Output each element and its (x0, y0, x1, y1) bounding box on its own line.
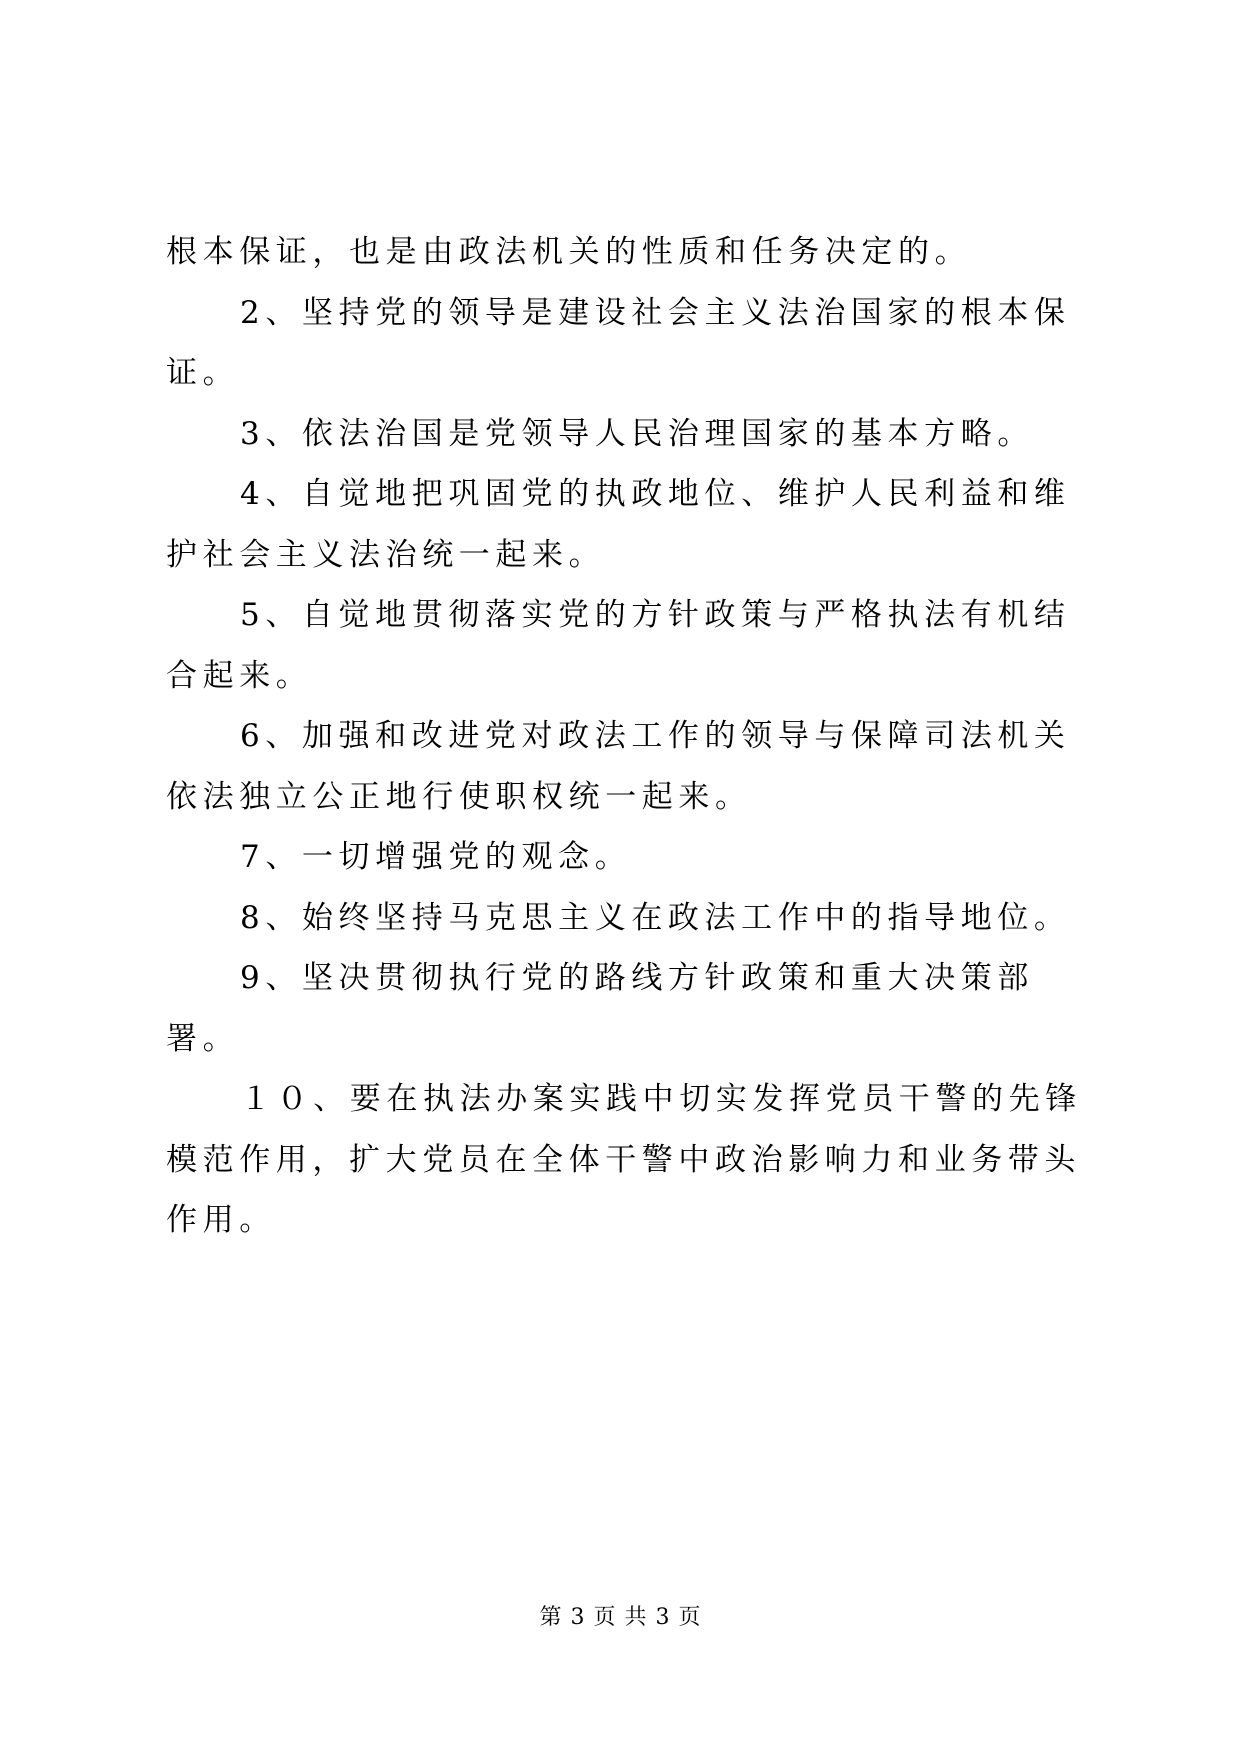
list-item-9: 9、坚决贯彻执行党的路线方针政策和重大决策部署。 (166, 960, 1034, 1057)
list-item-10: １０、要在执法办案实践中切实发挥党员干警的先锋模范作用，扩大党员在全体干警中政治影响力和业务带头作用。 (166, 1081, 1082, 1238)
list-item-3: 3、依法治国是党领导人民治理国家的基本方略。 (240, 415, 1034, 452)
document-body (166, 222, 1086, 1251)
page-number-footer: 第 3 页 共 3 页 (539, 1605, 702, 1630)
paragraph-continuation: 根本保证，也是由政法机关的性质和任务决定的。 (166, 234, 972, 270)
list-item-5: 5、自觉地贯彻落实党的方针政策与严格执法有机结合起来。 (166, 597, 1071, 694)
list-item-7: 7、一切增强党的观念。 (240, 839, 632, 875)
list-item-8: 8、始终坚持马克思主义在政法工作中的指导地位。 (240, 899, 1071, 936)
list-item-6: 6、加强和改进党对政法工作的领导与保障司法机关依法独立公正地行使职权统一起来。 (166, 718, 1071, 815)
list-item-2: 2、坚持党的领导是建设社会主义法治国家的根本保证。 (166, 294, 1071, 391)
list-item-4: 4、自觉地把巩固党的执政地位、维护人民利益和维护社会主义法治统一起来。 (166, 476, 1071, 573)
